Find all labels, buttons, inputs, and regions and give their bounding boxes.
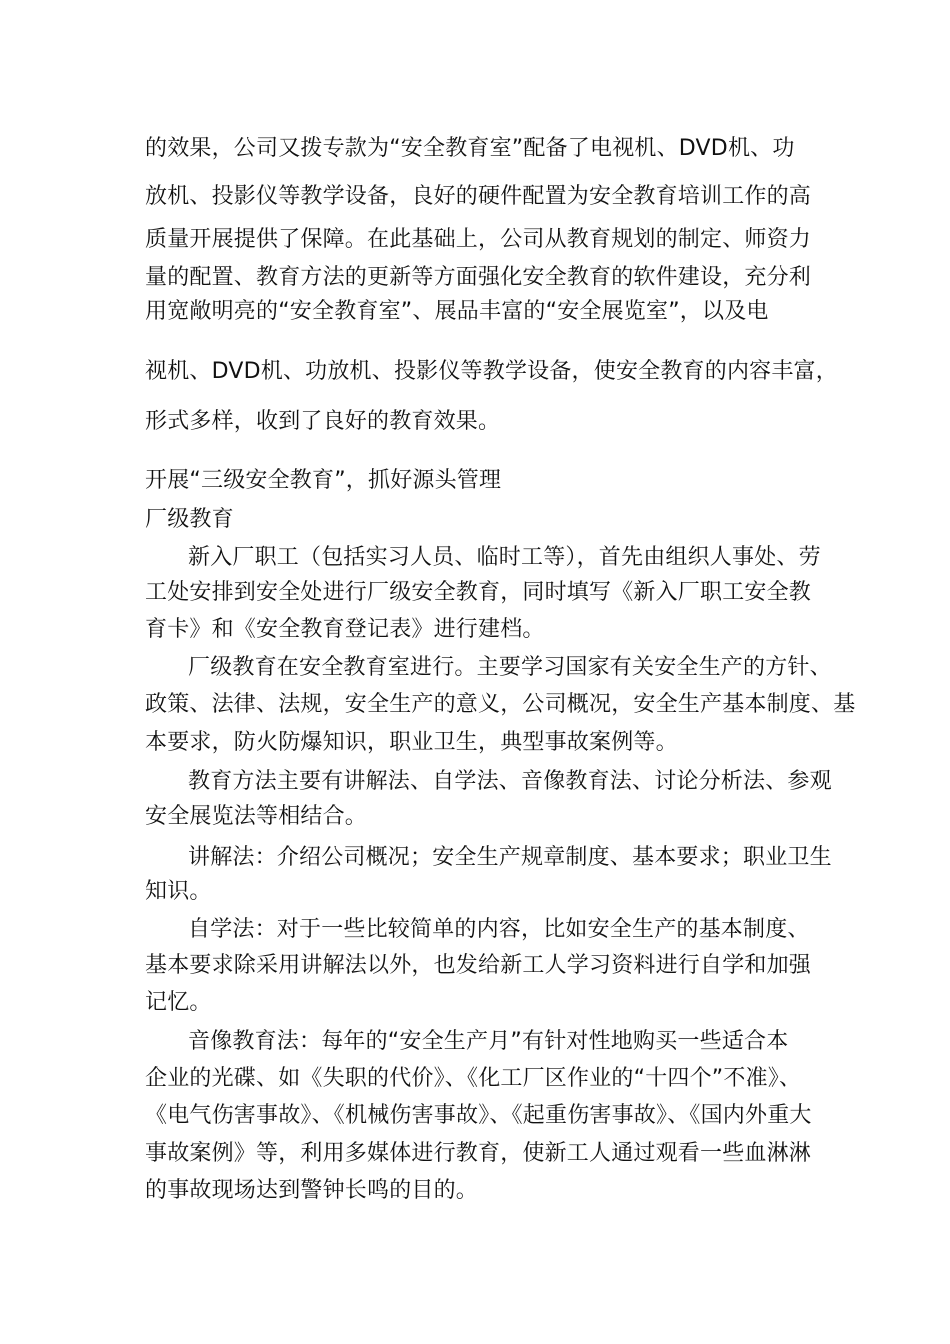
para1-line-1: 新入厂职工（包括实习人员、临时工等），首先由组织人事处、劳 bbox=[188, 545, 821, 570]
para1-line-3: 育卡》和《安全教育登记表》进行建档。 bbox=[145, 617, 545, 642]
para6-line-5: 的事故现场达到警钟长鸣的目的。 bbox=[145, 1178, 479, 1203]
para3-line-1: 教育方法主要有讲解法、自学法、音像教育法、讨论分析法、参观 bbox=[188, 769, 832, 794]
subsection-heading: 厂级教育 bbox=[145, 507, 234, 532]
para6-line-2: 企业的光碟、如《失职的代价》、《化工厂区作业的“十四个”不准》、 bbox=[145, 1066, 802, 1091]
para6-line-3: 《电气伤害事故》、《机械伤害事故》、《起重伤害事故》、《国内外重大 bbox=[145, 1103, 812, 1128]
intro-line-5: 用宽敞明亮的“安全教育室”、展品丰富的“安全展览室”，以及电 bbox=[145, 299, 769, 324]
para5-line-1: 自学法：对于一些比较简单的内容，比如安全生产的基本制度、 bbox=[188, 917, 810, 942]
intro-line-3: 质量开展提供了保障。在此基础上，公司从教育规划的制定、师资力 bbox=[145, 227, 812, 252]
para4-line-1: 讲解法：介绍公司概况；安全生产规章制度、基本要求；职业卫生 bbox=[188, 845, 832, 870]
intro-line-6: 视机、DVD机、功放机、投影仪等教学设备，使安全教育的内容丰富， bbox=[145, 359, 838, 384]
intro-line-1: 的效果，公司又拨专款为“安全教育室”配备了电视机、DVD机、功 bbox=[145, 136, 795, 161]
para4-line-2: 知识。 bbox=[145, 879, 212, 904]
para5-line-2: 基本要求除采用讲解法以外，也发给新工人学习资料进行自学和加强 bbox=[145, 953, 812, 978]
para2-line-3: 本要求，防火防爆知识，职业卫生，典型事故案例等。 bbox=[145, 730, 678, 755]
intro-line-7: 形式多样，收到了良好的教育效果。 bbox=[145, 409, 501, 434]
para2-line-2: 政策、法律、法规，安全生产的意义，公司概况，安全生产基本制度、基 bbox=[145, 692, 856, 717]
para2-line-1: 厂级教育在安全教育室进行。主要学习国家有关安全生产的方针、 bbox=[188, 655, 832, 680]
para5-line-3: 记忆。 bbox=[145, 990, 212, 1015]
para1-line-2: 工处安排到安全处进行厂级安全教育，同时填写《新入厂职工安全教 bbox=[145, 580, 812, 605]
para6-line-4: 事故案例》等，利用多媒体进行教育，使新工人通过观看一些血淋淋 bbox=[145, 1141, 812, 1166]
section-heading: 开展“三级安全教育”，抓好源头管理 bbox=[145, 468, 502, 493]
intro-line-4: 量的配置、教育方法的更新等方面强化安全教育的软件建设，充分利 bbox=[145, 265, 812, 290]
intro-line-2: 放机、投影仪等教学设备，良好的硬件配置为安全教育培训工作的高 bbox=[145, 184, 812, 209]
para3-line-2: 安全展览法等相结合。 bbox=[145, 804, 368, 829]
para6-line-1: 音像教育法：每年的“安全生产月”有针对性地购买一些适合本 bbox=[188, 1029, 789, 1054]
